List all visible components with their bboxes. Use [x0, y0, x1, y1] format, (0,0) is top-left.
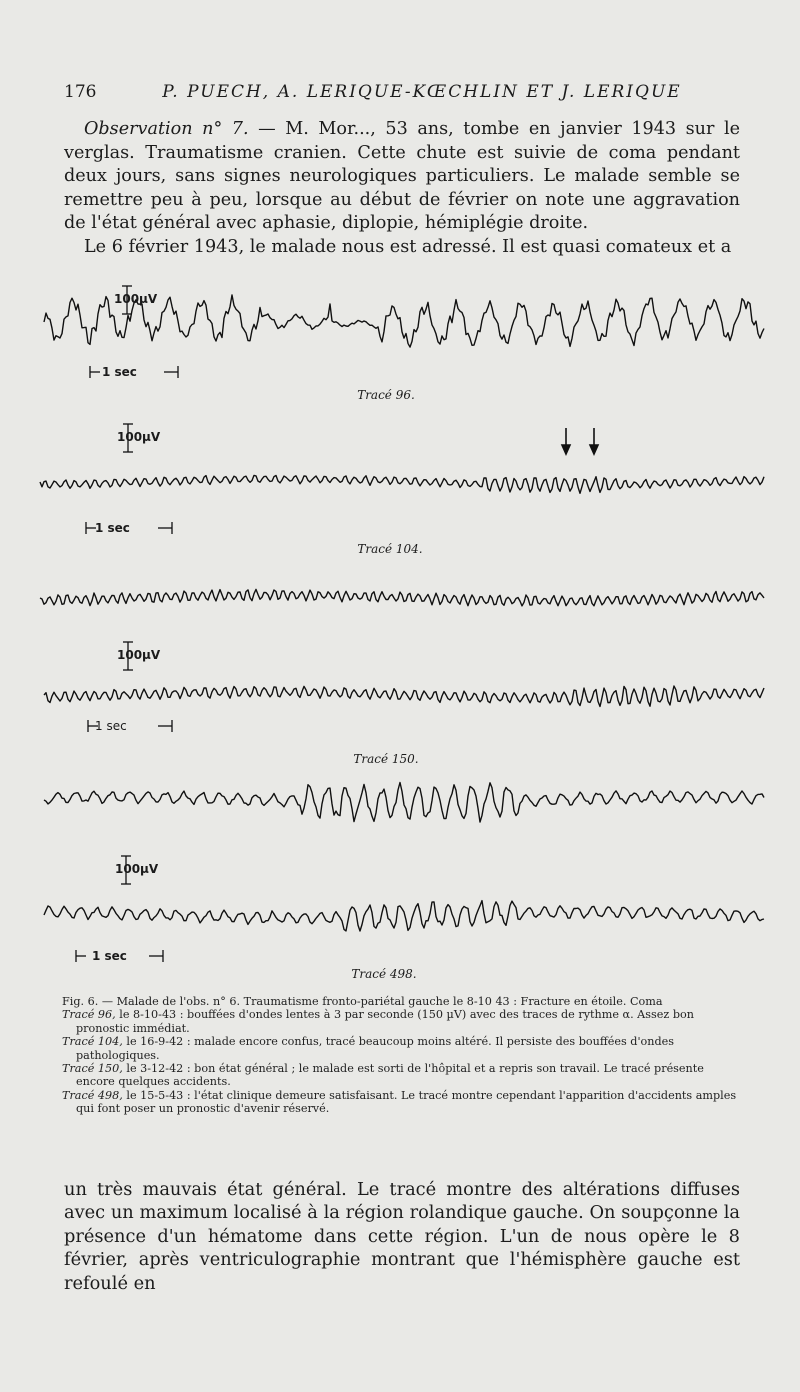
trace-label-498: Tracé 498. [351, 967, 417, 981]
time-scale-3: 1 sec [95, 719, 127, 733]
eeg-trace-104-b [40, 589, 764, 606]
caption-trace-150 [62, 1062, 742, 1089]
caption-trace-104-text: le 16-9-42 : malade encore confus, tracé beaucoup moins altéré. Il persiste des bouffées d'ondes pathologiques. [76, 1035, 675, 1062]
trace-label-104: Tracé 104. [357, 542, 423, 556]
caption-trace-150-label: Tracé 150, [62, 1062, 123, 1076]
caption-trace-150-text: le 3-12-42 : bon état général ; le malade est sorti de l'hôpital et a repris son travail. Le tracé présente encore quelques accidents. [76, 1062, 704, 1089]
eeg-figure [0, 270, 800, 992]
voltage-scale-1: 100µV [114, 292, 158, 306]
intro-text: — M. Mor..., 53 ans, tombe en janvier 1943 sur le verglas. Traumatisme cranien. Cette chute est suivie de coma pendant deux jours, sans signes neurologiques particuliers. Le malade semble se remettre peu à peu, lorsque au début de février on note une aggravation de l'état général avec aphasie, diplopie, hémiplégie droite. [64, 119, 740, 234]
caption-fig-line: Fig. 6. — Malade de l'obs. n° 6. Traumatisme fronto-pariétal gauche le 8-10 43 : Fracture en étoile. Coma [62, 995, 663, 1008]
caption-trace-96 [62, 1008, 742, 1035]
observation-label: Observation n° 7. [84, 119, 249, 139]
time-scale-4: 1 sec [92, 949, 127, 963]
eeg-trace-104-a [40, 475, 764, 493]
voltage-scale-2: 100µV [117, 430, 161, 444]
caption-trace-104-label: Tracé 104, [62, 1035, 123, 1049]
time-scale-1: 1 sec [102, 365, 137, 379]
caption-trace-96-label: Tracé 96, [62, 1008, 116, 1022]
caption-trace-96-text: le 8-10-43 : bouffées d'ondes lentes à 3 par seconde (150 µV) avec des traces de rythme α. Assez bon pronostic immédiat. [76, 1008, 694, 1035]
caption-trace-498-text: le 15-5-43 : l'état clinique demeure satisfaisant. Le tracé montre cependant l'apparition d'accidents amples qui font poser un pronostic d'avenir réservé. [76, 1088, 737, 1116]
arrow-head-2 [590, 445, 598, 454]
caption-trace-498-label: Tracé 498, [62, 1088, 123, 1102]
trace-label-96: Tracé 96. [357, 388, 415, 402]
intro-paragraph [64, 118, 740, 236]
running-head: P. PUECH, A. LERIQUE-KŒCHLIN ET J. LERIQUE [162, 82, 682, 102]
voltage-scale-4: 100µV [115, 862, 159, 876]
caption-trace-498 [62, 1089, 742, 1116]
time-scale-2: 1 sec [95, 521, 130, 535]
eeg-trace-498-a [44, 783, 764, 823]
figure-caption [62, 995, 742, 1116]
running-header [64, 82, 744, 106]
trace-label-150: Tracé 150. [353, 752, 419, 766]
closing-paragraph: un très mauvais état général. Le tracé montre des altérations diffuses avec un maximum localisé à la région rolandique gauche. On soupçonne la présence d'un hématome dans cette région. L'un de nous opère le 8 février, après ventriculographie montrant que l'hémisphère gauche est refoulé en [64, 1179, 740, 1294]
eeg-trace-498-b [44, 901, 764, 931]
voltage-scale-3: 100µV [117, 648, 161, 662]
eeg-trace-150 [44, 686, 764, 707]
intro-second-line: Le 6 février 1943, le malade nous est adressé. Il est quasi comateux et a [84, 237, 732, 257]
caption-trace-104 [62, 1035, 742, 1062]
page-number: 176 [64, 82, 97, 102]
arrow-head-1 [562, 445, 570, 454]
